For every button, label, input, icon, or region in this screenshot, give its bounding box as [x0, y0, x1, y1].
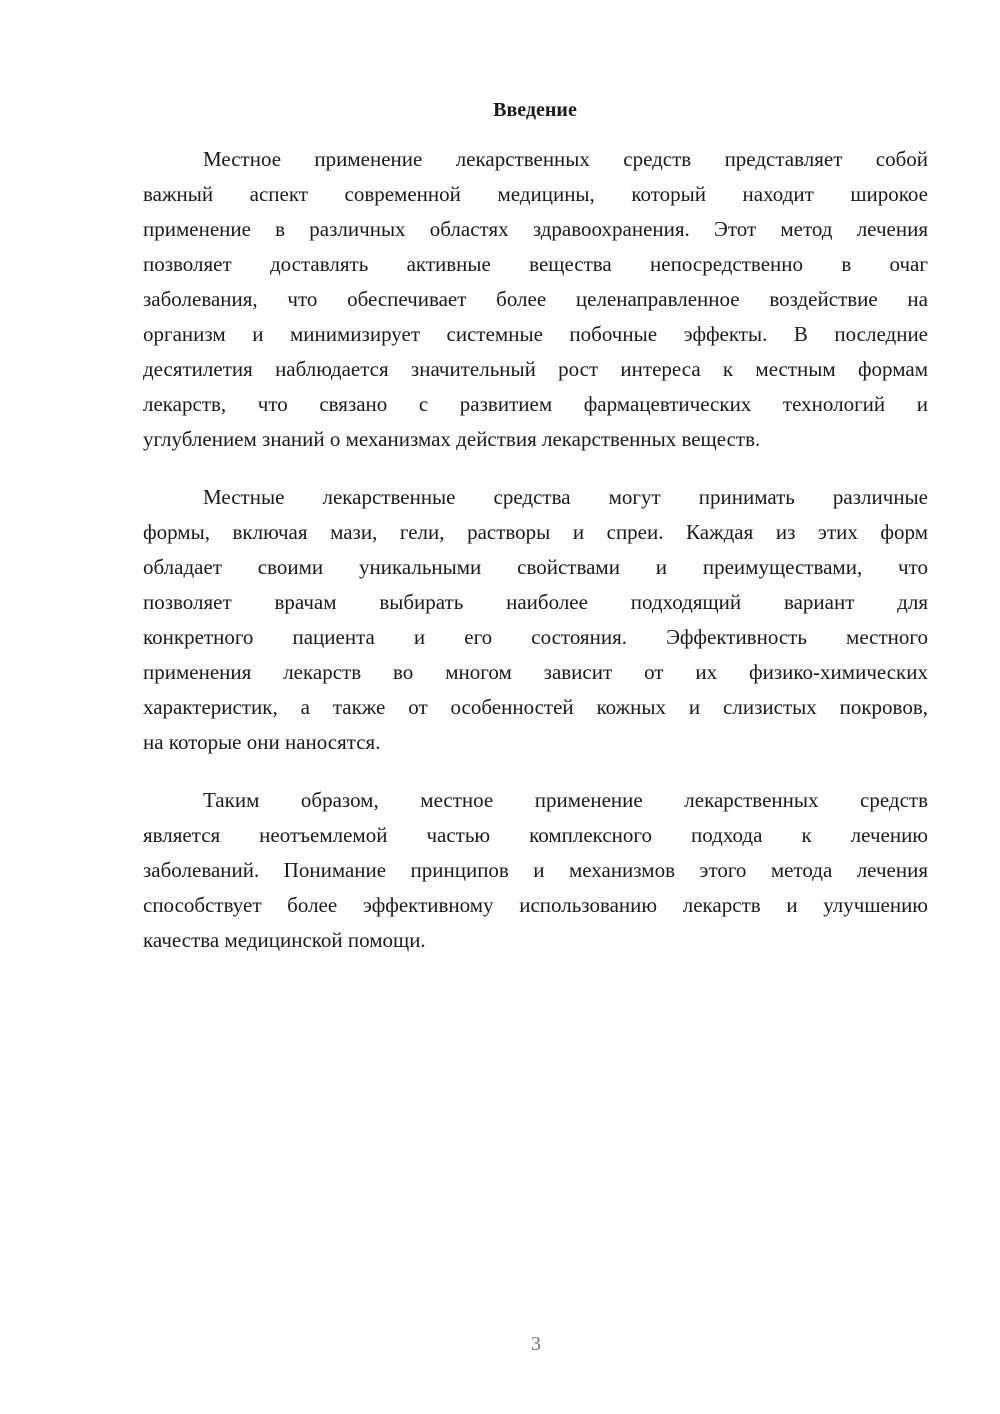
text-line: обладает своими уникальными свойствами и преимуществами, что [143, 555, 928, 579]
text-line: позволяет доставлять активные вещества непосредственно в очаг [143, 252, 928, 276]
text-line: способствует более эффективному использованию лекарств и улучшению [143, 893, 928, 917]
text-line: Таким образом, местное применение лекарственных средств [203, 788, 928, 812]
text-line: характеристик, а также от особенностей кожных и слизистых покровов, [143, 695, 928, 719]
text-line: применение в различных областях здравоохранения. Этот метод лечения [143, 217, 928, 241]
text-line: формы, включая мази, гели, растворы и спреи. Каждая из этих форм [143, 520, 928, 544]
text-line: заболеваний. Понимание принципов и механизмов этого метода лечения [143, 858, 928, 882]
text-line: позволяет врачам выбирать наиболее подходящий вариант для [143, 590, 928, 614]
text-line: лекарств, что связано с развитием фармацевтических технологий и [143, 392, 928, 416]
text-line: Местные лекарственные средства могут принимать различные [203, 485, 928, 509]
text-line: углублением знаний о механизмах действия лекарственных веществ. [143, 427, 761, 451]
text-line: конкретного пациента и его состояния. Эффективность местного [143, 625, 928, 649]
text-line: качества медицинской помощи. [143, 928, 426, 952]
text-line: десятилетия наблюдается значительный рост интереса к местным формам [143, 357, 928, 381]
paragraph-3 [143, 783, 928, 958]
text-line: Местное применение лекарственных средств представляет собой [203, 147, 928, 171]
page-number: 3 [531, 1333, 541, 1355]
text-line: применения лекарств во многом зависит от их физико-химических [143, 660, 928, 684]
text-line: важный аспект современной медицины, который находит широкое [143, 182, 928, 206]
section-title: Введение [493, 99, 577, 121]
text-line: заболевания, что обеспечивает более целенаправленное воздействие на [143, 287, 928, 311]
text-line: организм и минимизирует системные побочные эффекты. В последние [143, 322, 928, 346]
paragraph-2 [143, 480, 928, 760]
paragraph-1 [143, 142, 928, 457]
text-line: на которые они наносятся. [143, 730, 381, 754]
text-line: является неотъемлемой частью комплексного подхода к лечению [143, 823, 928, 847]
